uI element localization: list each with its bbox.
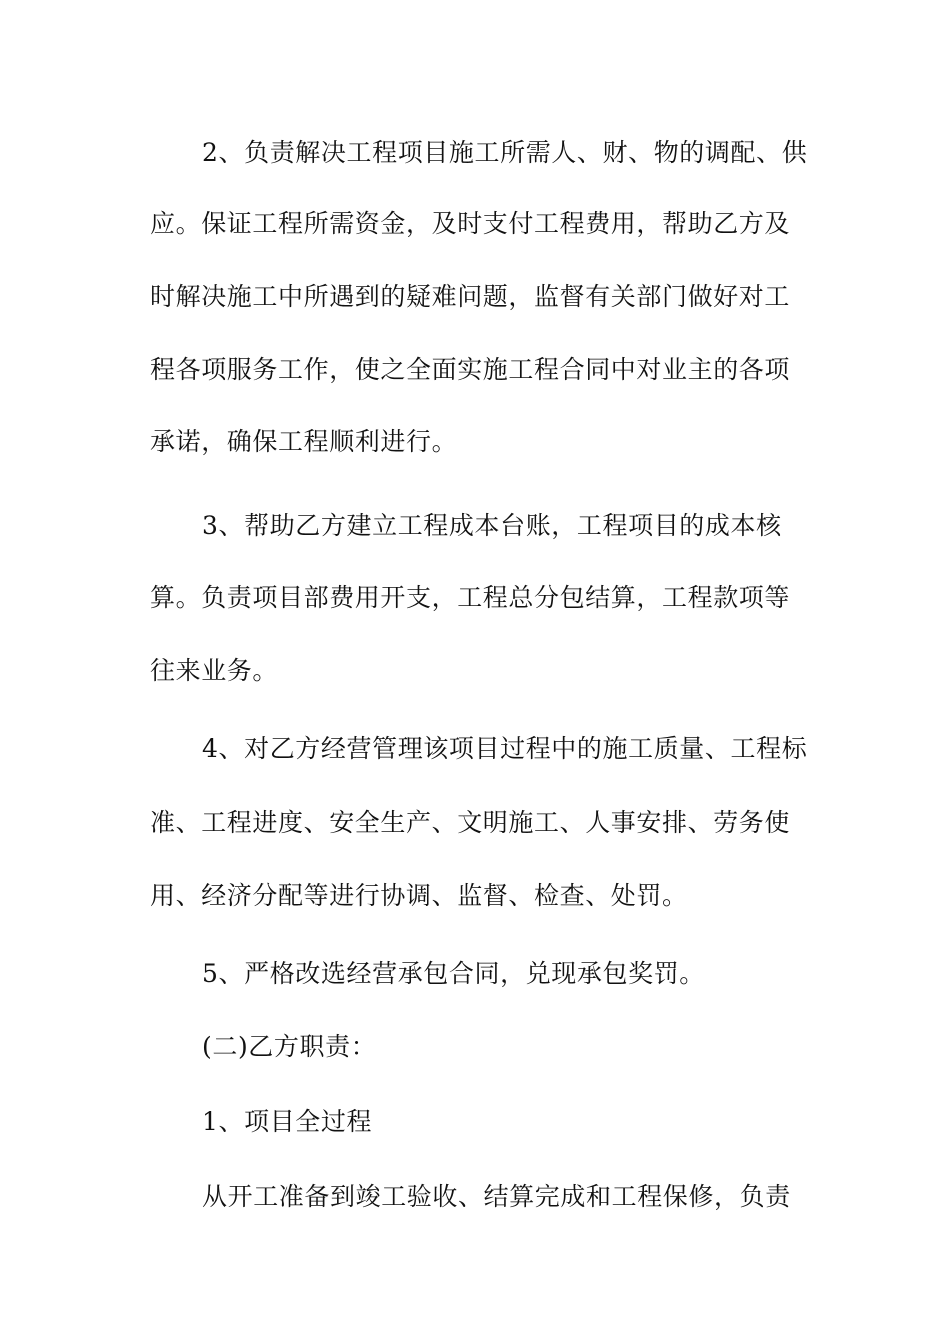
paragraph-2-line-1: 2、负责解决工程项目施工所需人、财、物的调配、供 (202, 138, 808, 167)
paragraph-4-line-1: 4、对乙方经营管理该项目过程中的施工质量、工程标 (202, 734, 808, 763)
paragraph-3-line-3: 往来业务。 (150, 656, 279, 685)
paragraph-4-line-3: 用、经济分配等进行协调、监督、检查、处罚。 (150, 881, 688, 910)
item-1-heading: 1、项目全过程 (202, 1107, 373, 1136)
paragraph-2-line-5: 承诺，确保工程顺利进行。 (150, 427, 458, 456)
paragraph-2-line-4: 程各项服务工作，使之全面实施工程合同中对业主的各项 (150, 355, 791, 384)
paragraph-2-line-3: 时解决施工中所遇到的疑难问题，监督有关部门做好对工 (150, 282, 791, 311)
paragraph-3-line-2: 算。负责项目部费用开支，工程总分包结算，工程款项等 (150, 583, 791, 612)
paragraph-5-line-1: 5、严格改选经营承包合同，兑现承包奖罚。 (202, 959, 705, 988)
paragraph-4-line-2: 准、工程进度、安全生产、文明施工、人事安排、劳务使 (150, 808, 791, 837)
paragraph-3-line-1: 3、帮助乙方建立工程成本台账，工程项目的成本核 (202, 511, 782, 540)
section-heading-party-b-duties: (二)乙方职责： (202, 1032, 377, 1061)
item-1-paragraph-line-1: 从开工准备到竣工验收、结算完成和工程保修，负责 (202, 1182, 791, 1211)
paragraph-2-line-2: 应。保证工程所需资金，及时支付工程费用，帮助乙方及 (150, 209, 791, 238)
